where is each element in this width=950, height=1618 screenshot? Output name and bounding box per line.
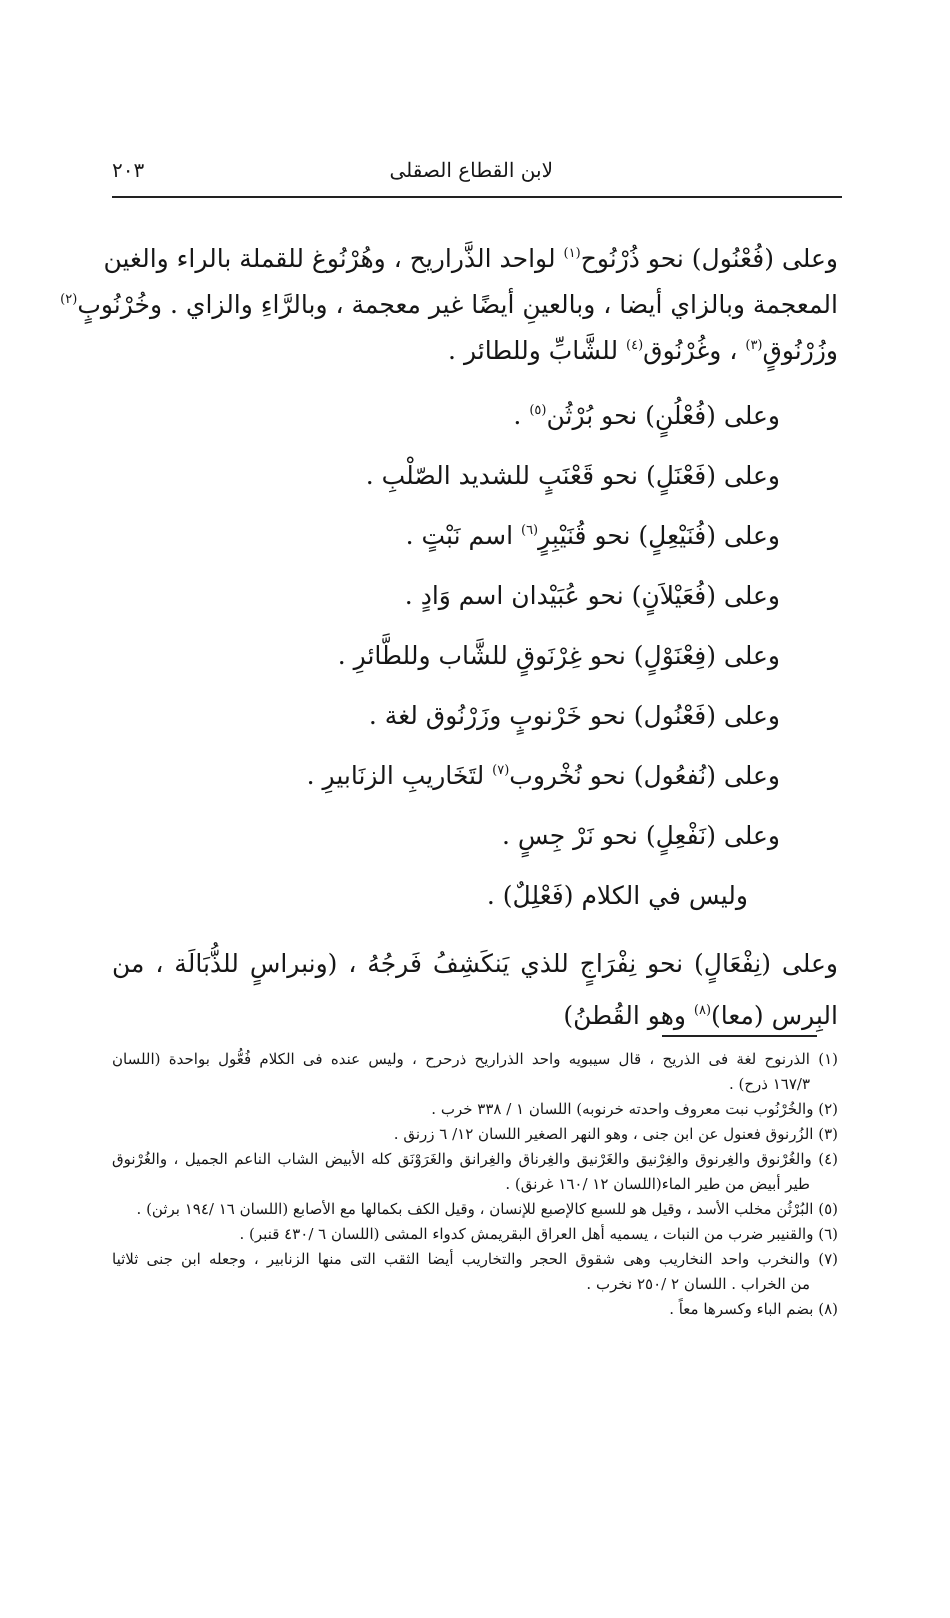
entry-line: وعلى (فُنَيْعِلٍ) نحو قُنَيْبِرٍ$^{(٦)}$ اسم نَبْتٍ . (405, 521, 780, 550)
footnote-line: (٢) والخُرْنُوب نبت معروف واحدته خرنوبه) اللسان ١ / ٣٣٨ خرب . (431, 1100, 838, 1118)
footnote-rule (662, 1035, 817, 1037)
footnote-line: طير أبيض من طير الماء(اللسان ١٢ /١٦٠ غرنق) . (505, 1175, 810, 1193)
footnote-line: (٤) والغُرْنوق والغِرنوق والغِرْنيق والغَرْنيق والغِرناق والغِرانق والغَرَوْنَق كله الأبيض الشاب الناعم الجميل ، والغُرْنوق (112, 1150, 838, 1168)
footnote-line: (٣) الزُرنوق فعنول عن ابن جنى ، وهو النهر الصغير اللسان ١٢/ ٦ زرنق . (393, 1125, 838, 1143)
running-title: لابن القطاع الصقلى (389, 158, 553, 182)
footnote-line: ١٦٧/٣ ذرح) . (728, 1075, 810, 1093)
entry-line: وعلى (نَفْعِلٍ) نحو نَرْ جِسٍ . (502, 821, 780, 850)
text-line: وعلى (فُعْنُول) نحو ذُرْنُوح$^{(١)}$ لواحد الذَّراريح ، وهُرْنُوغ للقملة بالراء والغين (103, 244, 838, 273)
entry-line: وعلى (فُعْلُنٍ) نحو بُرْثُن$^{(٥)}$ . (513, 401, 780, 430)
footnote-line: (٨) بضم الباء وكسرها معاً . (669, 1300, 838, 1318)
page-number: ٢٠٣ (112, 158, 145, 182)
footnotes (112, 1047, 838, 1322)
text-line: وزُرْنُوقٍ$^{(٣)}$ ، وغُرْنُوق$^{(٤)}$ للشَّابِّ وللطائر . (448, 336, 838, 365)
text-line: المعجمة وبالزاي أيضا ، وبالعينِ أيضًا غير معجمة ، وبالرَّاءِ والزاي . وخُرْنُوبٍ$^{(٢)}$ (60, 290, 838, 319)
footnote-marker: (٦) (520, 523, 539, 538)
footnote-line: (٦) والقنيبر ضرب من النبات ، يسميه أهل العراق البقريمش كدواء المشى (اللسان ٦ /٤٣٠ قنبر) . (239, 1225, 838, 1243)
footnote-line: (٥) البُرْثُن مخلب الأسد ، وقيل هو للسبع كالإصبع للإنسان ، وقيل الكف بكمالها مع الأصابع (اللسان ١٦ /١٩٤ برثن) . (136, 1200, 838, 1218)
header-rule (112, 196, 842, 198)
entry-line: وعلى (فُعَيْلاَنٍ) نحو عُبَيْدان اسم وَادٍ . (404, 581, 780, 610)
main-text (60, 236, 838, 1042)
footnote-marker: (٧) (492, 763, 510, 778)
entry-line: وعلى (نُفعُول) نحو نُخْروب$^{(٧)}$ لتَخَاريبِ الزنَابيرِ . (306, 761, 780, 790)
footnote-marker: (٨) (693, 1003, 712, 1018)
entry-line: وليس في الكلام (فَعْلِلٌ) . (486, 881, 748, 910)
footnote-marker: (٢) (60, 292, 78, 307)
entry-line: وعلى (فَعْنُول) نحو خَرْنوبٍ وزَرْنُوق لغة . (368, 701, 780, 730)
footnote-line: (١) الذرنوح لغة فى الذريح ، قال سيبويه واحد الذراريح ذرحرح ، وليس عنده فى الكلام فُعُّول بواحدة (اللسان (112, 1050, 838, 1068)
footnote-marker: (٤) (626, 338, 644, 353)
footnote-marker: (١) (563, 246, 581, 261)
footnote-marker: (٣) (745, 338, 763, 353)
running-header (112, 154, 838, 192)
footnote-marker: (٥) (529, 403, 547, 418)
text-line: وعلى (نِفْعَالٍ) نحو نِفْرَاجٍ للذي يَنكَشِفُ فَرجُهُ ، (ونبراسٍ للذُّبَالَة ، من (112, 949, 838, 978)
entry-line: وعلى (فَعْنَلٍ) نحو قَعْنَبٍ للشديد الصّلْبِ . (365, 461, 780, 490)
footnote-line: من الخراب . اللسان ٢ /٢٥٠ نخرب . (586, 1275, 810, 1293)
entry-line: وعلى (فِعْنَوْلٍ) نحو غِرْنَوقٍ للشَّاب وللطَّائرِ . (337, 641, 780, 670)
footnote-line: (٧) والنخرب واحد النخاريب وهى شقوق الحجر والتخاريب أيضا الثقب التى منها الزنابير ، وجعله ابن جنى ثلاثيا (112, 1250, 838, 1268)
text-line: البِرس (معا)$^{(٨)}$ وهو القُطنُ) (563, 1001, 838, 1030)
